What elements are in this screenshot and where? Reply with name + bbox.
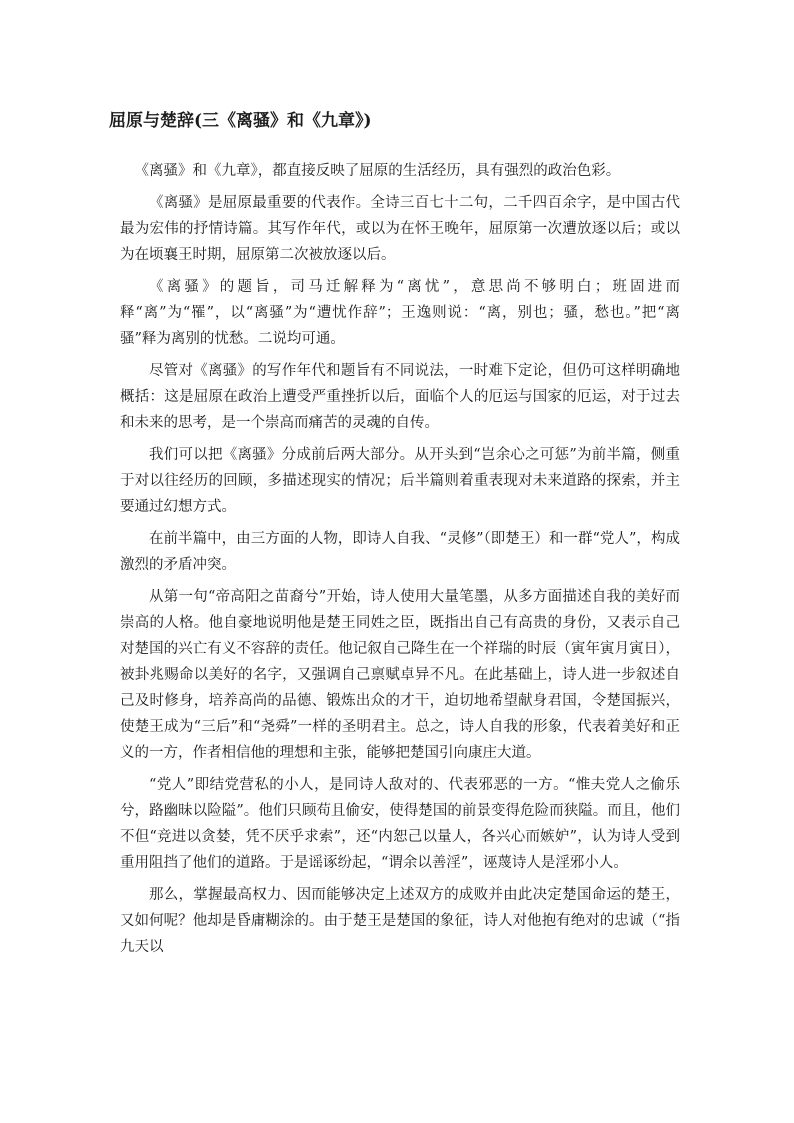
paragraph-2: 《离骚》是屈原最重要的代表作。全诗三百七十二句，二千四百余字，是中国古代最为宏伟的抒情诗篇。其写作年代，或以为在怀王晚年，屈原第一次遭放逐以后；或以为在顷襄王时期，屈原第二次被放逐以后。 [120, 195, 680, 263]
paragraph-3: 《离骚》的题旨，司马迁解释为“离忧”，意思尚不够明白；班固进而释“离”为“罹”，以“离骚”为“遭忧作辞”；王逸则说：“离，别也；骚，愁也。”把“离骚”释为离别的忧愁。二说均可通。 [120, 279, 680, 347]
paragraph-9: 那么，掌握最高权力、因而能够决定上述双方的成败并由此决定楚国命运的楚王，又如何呢？他却是昏庸糊涂的。由于楚王是楚国的象征，诗人对他抱有绝对的忠诚（“指九天以 [120, 887, 680, 955]
paragraph-1: 《离骚》和《九章》，都直接反映了屈原的生活经历，具有强烈的政治色彩。 [134, 163, 621, 179]
document-body [120, 158, 680, 966]
paragraph-8: “党人”即结党营私的小人，是同诗人敌对的、代表邪恶的一方。“惟夫党人之偷乐兮，路幽昧以险隘”。他们只顾苟且偷安，使得楚国的前景变得危险而狭隘。而且，他们不但“竞进以贪婪，凭不厌乎求索”，还“内恕己以量人，各兴心而嫉妒”，认为诗人受到重用阻挡了他们的道路。于是谣诼纷起，“谓余以善淫”，诬蔑诗人是淫邪小人。 [120, 777, 680, 871]
document-title: 屈原与楚辞(三《离骚》和《九章》) [109, 111, 372, 131]
paragraph-7: 从第一句“帝高阳之苗裔兮”开始，诗人使用大量笔墨，从多方面描述自我的美好而崇高的人格。他自豪地说明他是楚王同姓之臣，既指出自己有高贵的身份，又表示自己对楚国的兴亡有义不容辞的责任。他记叙自己降生在一个祥瑞的时辰（寅年寅月寅日），被卦兆赐命以美好的名字，又强调自己禀赋卓异不凡。在此基础上，诗人进一步叙述自己及时修身，培养高尚的品德、锻炼出众的才干，迫切地希望献身君国，令楚国振兴，使楚王成为“三后”和“尧舜”一样的圣明君主。总之，诗人自我的形象，代表着美好和正义的一方，作者相信他的理想和主张，能够把楚国引向康庄大道。 [120, 589, 680, 761]
paragraph-4: 尽管对《离骚》的写作年代和题旨有不同说法，一时难下定论，但仍可这样明确地概括：这是屈原在政治上遭受严重挫折以后，面临个人的厄运与国家的厄运，对于过去和未来的思考，是一个崇高而痛苦的灵魂的自传。 [120, 363, 680, 431]
paragraph-5: 我们可以把《离骚》分成前后两大部分。从开头到“岂余心之可惩”为前半篇，侧重于对以往经历的回顾，多描述现实的情况；后半篇则着重表现对未来道路的探索，并主要通过幻想方式。 [120, 447, 680, 515]
paragraph-6: 在前半篇中，由三方面的人物，即诗人自我、“灵修”（即楚王）和一群“党人”，构成激烈的矛盾冲突。 [120, 531, 680, 573]
